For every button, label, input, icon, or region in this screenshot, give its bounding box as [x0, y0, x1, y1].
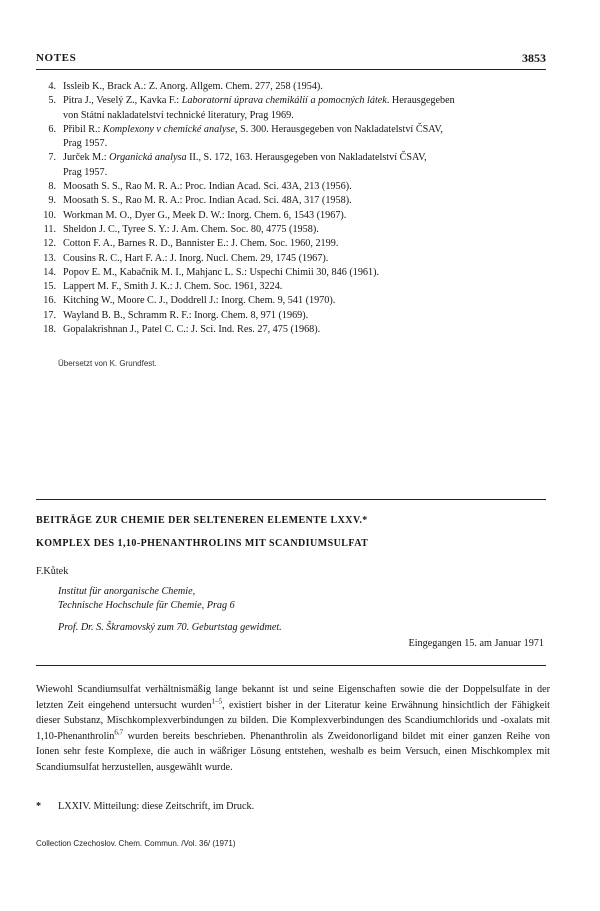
- footnote-text: LXXIV. Mitteilung: diese Zeitschrift, im Druck.: [58, 801, 255, 812]
- reference-text: Workman M. O., Dyer G., Meek D. W.: Inorg. Chem. 6, 1543 (1967).: [63, 209, 347, 221]
- reference-item: [36, 94, 552, 123]
- dedication: Prof. Dr. S. Škramovský zum 70. Geburtstag gewidmet.: [58, 622, 282, 633]
- reference-number: 16.: [43, 295, 56, 307]
- reference-list: [36, 80, 552, 337]
- reference-item: [36, 252, 552, 266]
- reference-continuation: von Státní nakladatelství technické literatury, Prag 1969.: [63, 109, 294, 121]
- reference-item: [36, 223, 552, 237]
- reference-continuation: Prag 1957.: [63, 138, 108, 150]
- reference-text: Lappert M. F., Smith J. K.: J. Chem. Soc. 1961, 3224.: [63, 281, 283, 293]
- reference-text: Popov E. M., Kabačnik M. I., Mahjanc L. S.: Uspechi Chimii 30, 846 (1961).: [63, 266, 380, 278]
- article-author: F.Kůtek: [36, 566, 69, 577]
- reference-title: Organická analysa: [109, 152, 187, 164]
- reference-continuation: Prag 1957.: [63, 166, 108, 178]
- affiliation-line-2: Technische Hochschule für Chemie, Prag 6: [58, 600, 235, 611]
- reference-authors: Přibil R.:: [63, 123, 103, 135]
- article-title-line-1: BEITRÄGE ZUR CHEMIE DER SELTENEREN ELEMENTE LXXV.*: [36, 515, 368, 526]
- reference-item: [36, 309, 552, 323]
- reference-text: Moosath S. S., Rao M. R. A.: Proc. Indian Acad. Sci. 48A, 317 (1958).: [63, 195, 352, 207]
- body-paragraph: [36, 682, 550, 776]
- reference-number: 13.: [43, 252, 56, 264]
- reference-number: 4.: [48, 81, 56, 92]
- reference-item: [36, 151, 552, 180]
- reference-authors: Pitra J., Veselý Z., Kavka F.:: [63, 95, 182, 107]
- affiliation-line-1: Institut für anorganische Chemie,: [58, 586, 196, 597]
- running-head: [36, 52, 546, 68]
- reference-number: 9.: [48, 195, 56, 207]
- reference-item: [36, 194, 552, 208]
- body-text-part: wurden bereits beschrieben. Phenanthrolin als Zweidonorligand bildet mit einer ganzen Reihe von Ionen sehr feste Komplexe, die auch in wäßriger Lösung entstehen, weshalb es beim Versuch, einen Mischkomplex mit Scandiumsulfat herzustellen, ausgewählt wurde.: [36, 730, 550, 773]
- reference-text: Moosath S. S., Rao M. R. A.: Proc. Indian Acad. Sci. 43A, 213 (1956).: [63, 181, 352, 193]
- body-text-part: , existiert bisher in der Literatur keine Erwähnung hinsichtlich der Fähigkeit dieser Substanz, Mischkomplexverbindungen zu bilden. Die Komplexverbindungen des Scandiumchlorids und -oxalats mit 1,10-Phenanthrolin: [36, 699, 550, 742]
- reference-text: Issleib K., Brack A.: Z. Anorg. Allgem. Chem. 277, 258 (1954).: [63, 81, 323, 92]
- reference-text: [63, 152, 427, 177]
- reference-source: , S. 300. Herausgegeben von Nakladatelství ČSAV,: [235, 123, 443, 135]
- reference-source: . Herausgegeben: [386, 95, 455, 107]
- reference-number: 12.: [43, 238, 56, 250]
- reference-text: Kitching W., Moore C. J., Doddrell J.: Inorg. Chem. 9, 541 (1970).: [63, 295, 336, 307]
- journal-footer: Collection Czechoslov. Chem. Commun. /Vol. 36/ (1971): [36, 839, 236, 848]
- reference-number: 10.: [43, 209, 56, 221]
- reference-item: [36, 280, 552, 294]
- body-rule: [36, 665, 546, 666]
- reference-text: Cousins R. C., Hart F. A.: J. Inorg. Nucl. Chem. 29, 1745 (1967).: [63, 252, 329, 264]
- reference-text: Gopalakrishnan J., Patel C. C.: J. Sci. Ind. Res. 27, 475 (1968).: [63, 324, 321, 336]
- reference-authors: Jurček M.:: [63, 152, 110, 164]
- footnote: [36, 801, 254, 812]
- reference-item: [36, 123, 552, 152]
- body-text-part: Wiewohl Scandiumsulfat verhältnismäßig lange bekannt ist und seine Eigenschaften sowie die der Doppelsulfate in der letzten Zeit eingehend untersucht wurden: [36, 684, 550, 711]
- reference-number: 5.: [48, 95, 56, 107]
- reference-item: [36, 180, 552, 194]
- reference-item: [36, 209, 552, 223]
- reference-title: Komplexony v chemické analyse: [102, 123, 236, 135]
- reference-text: Cotton F. A., Barnes R. D., Bannister E.: J. Chem. Soc. 1960, 2199.: [63, 238, 339, 250]
- reference-number: 18.: [43, 324, 56, 336]
- reference-title: Laboratorní úprava chemikálií a pomocných látek: [181, 95, 387, 107]
- citation-superscript: 1–5: [211, 697, 223, 706]
- received-date: Eingegangen 15. am Januar 1971: [408, 638, 544, 649]
- article-rule: [36, 499, 546, 500]
- reference-text: [63, 124, 443, 149]
- reference-number: 14.: [43, 266, 56, 278]
- reference-number: 7.: [48, 152, 56, 164]
- page-number: 3853: [522, 51, 546, 65]
- reference-item: [36, 266, 552, 280]
- reference-number: 8.: [48, 181, 56, 193]
- reference-item: [36, 237, 552, 251]
- reference-item: [36, 294, 552, 308]
- article-title-line-2: KOMPLEX DES 1,10-PHENANTHROLINS MIT SCANDIUMSULFAT: [36, 538, 369, 549]
- citation-superscript: 6,7: [114, 728, 124, 737]
- reference-item: [36, 323, 552, 337]
- reference-number: 15.: [43, 281, 56, 293]
- footnote-mark: *: [36, 801, 42, 812]
- reference-number: 17.: [43, 309, 56, 321]
- reference-text: [63, 95, 455, 120]
- reference-number: 6.: [48, 123, 56, 135]
- reference-item: [36, 80, 552, 94]
- reference-text: Wayland B. B., Schramm R. F.: Inorg. Chem. 8, 971 (1969).: [63, 309, 309, 321]
- section-title: NOTES: [36, 52, 77, 64]
- header-rule: [36, 69, 546, 70]
- reference-number: 11.: [43, 223, 56, 235]
- reference-source: II., S. 172, 163. Herausgegeben von Nakladatelství ČSAV,: [186, 152, 427, 164]
- reference-text: Sheldon J. C., Tyree S. Y.: J. Am. Chem. Soc. 80, 4775 (1958).: [63, 223, 319, 235]
- translator-note: Übersetzt von K. Grundfest.: [58, 359, 157, 368]
